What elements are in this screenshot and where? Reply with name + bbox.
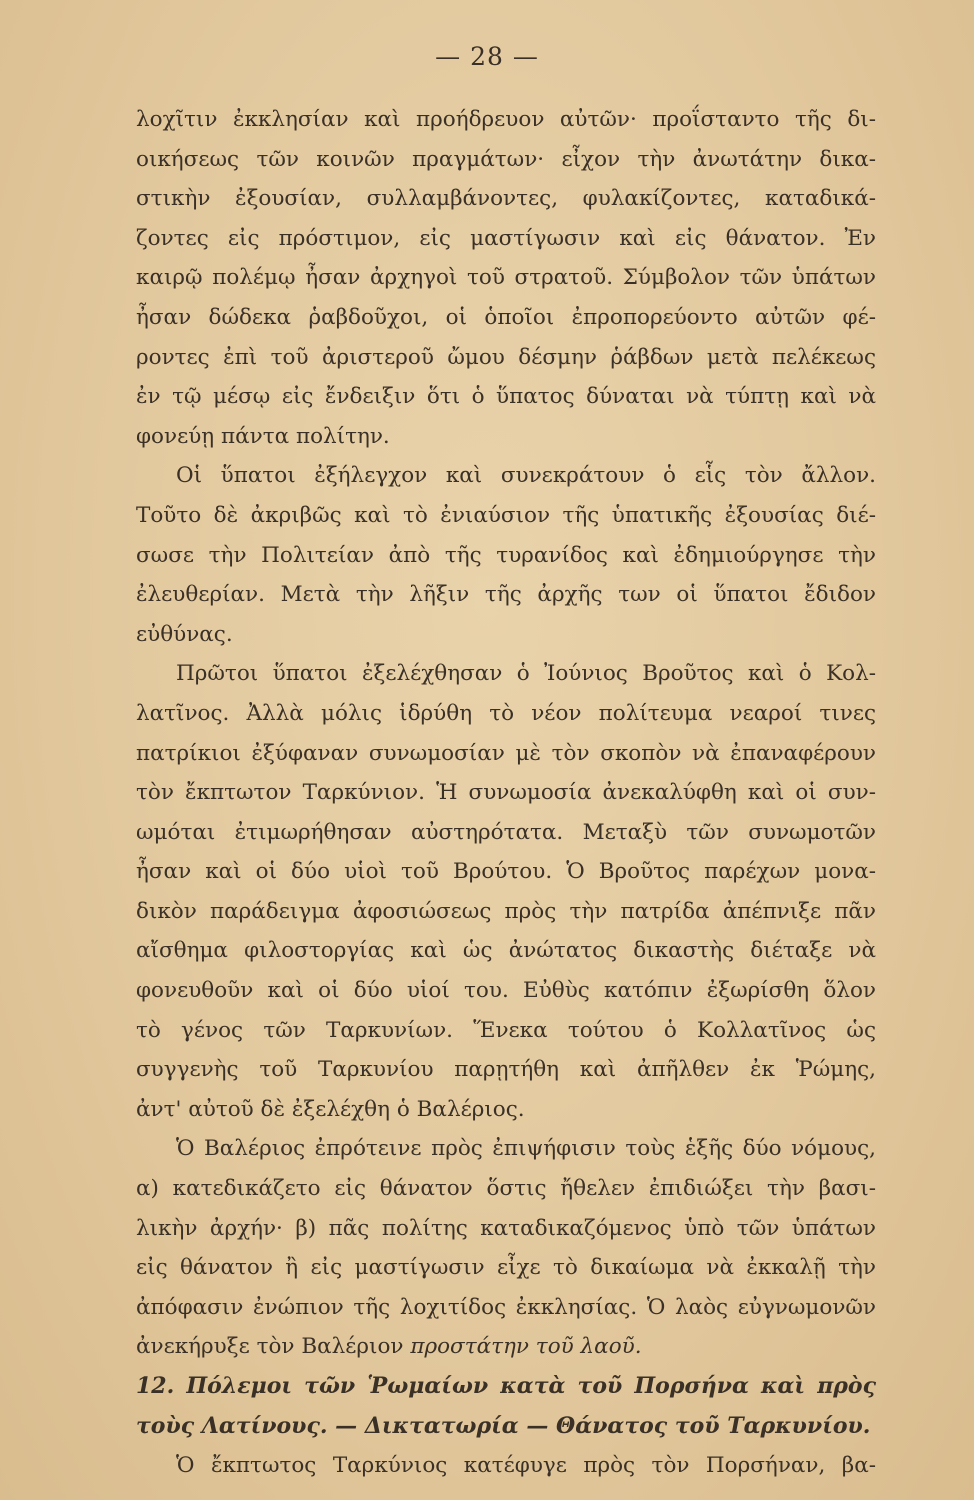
text-line: φονεύῃ πάντα πολίτην.: [136, 423, 390, 449]
text-line: ἐλευθερίαν. Μετὰ τὴν λῆξιν τῆς ἀρχῆς των οἱ ὕπατοι ἔδιδον: [136, 582, 876, 608]
text-line: Ὁ Βαλέριος ἐπρότεινε πρὸς ἐπιψήφισιν τοὺς ἑξῆς δύο νόμους,: [176, 1136, 876, 1162]
text-line: δικὸν παράδειγμα ἀφοσιώσεως πρὸς τὴν πατρίδα ἀπέπνιξε πᾶν: [136, 898, 876, 924]
text-line: α) κατεδικάζετο εἰς θάνατον ὅστις ἤθελεν ἐπιδιώξει τὴν βασι-: [136, 1176, 876, 1202]
section-heading: 12. Πόλεμοι τῶν Ῥωμαίων κατὰ τοῦ Πορσήνα καὶ πρὸς: [136, 1373, 876, 1399]
text-line: ἀπόφασιν ἐνώπιον τῆς λοχιτίδος ἐκκλησίας. Ὁ λαὸς εὐγνωμονῶν: [136, 1294, 876, 1320]
text-line: λικὴν ἀρχήν· β) πᾶς πολίτης καταδικαζόμενος ὑπὸ τῶν ὑπάτων: [136, 1215, 876, 1241]
text-line: τὸν ἔκπτωτον Ταρκύνιον. Ἡ συνωμοσία ἀνεκαλύφθη καὶ οἱ συν-: [136, 780, 876, 806]
text-line: αἴσθημα φιλοστοργίας καὶ ὡς ἀνώτατος δικαστὴς διέταξε νὰ: [136, 938, 876, 964]
text-line: οικήσεως τῶν κοινῶν πραγμάτων· εἶχον τὴν ἀνωτάτην δικα-: [136, 146, 876, 172]
text-line: Οἱ ὕπατοι ἐξήλεγχον καὶ συνεκράτουν ὁ εἷς τὸν ἄλλον.: [176, 463, 876, 489]
section-heading: τοὺς Λατίνους. — Δικτατωρία — Θάνατος τοῦ Ταρκυνίου.: [136, 1412, 871, 1439]
text-line-prefix: ἀνεκήρυξε τὸν Βαλέριον: [136, 1334, 411, 1360]
text-line: σωσε τὴν Πολιτείαν ἀπὸ τῆς τυρανίδος καὶ ἐδημιούργησε τὴν: [136, 542, 876, 568]
text-line: ἐν τῷ μέσῳ εἰς ἔνδειξιν ὅτι ὁ ὕπατος δύναται νὰ τύπτῃ καὶ νὰ: [136, 384, 876, 410]
text-line: Πρῶτοι ὕπατοι ἐξελέχθησαν ὁ Ἰούνιος Βροῦτος καὶ ὁ Κολ-: [176, 661, 876, 687]
text-line: φονευθοῦν καὶ οἱ δύο υἱοί του. Εὐθὺς κατόπιν ἐξωρίσθη ὅλον: [136, 978, 876, 1004]
text-line: λοχῖτιν ἐκκλησίαν καὶ προήδρευον αὐτῶν· προΐσταντο τῆς δι-: [136, 107, 876, 132]
body-text: [136, 100, 876, 1486]
text-line: εἰς θάνατον ἢ εἰς μαστίγωσιν εἶχε τὸ δικαίωμα νὰ ἐκκαλῇ τὴν: [136, 1255, 876, 1281]
text-line: Ὁ ἔκπτωτος Ταρκύνιος κατέφυγε πρὸς τὸν Πορσήναν, βα-: [176, 1453, 876, 1479]
text-line: τὸ γένος τῶν Ταρκυνίων. Ἕνεκα τούτου ὁ Κολλατῖνος ὡς: [136, 1017, 876, 1043]
text-line: ζοντες εἰς πρόστιμον, εἰς μαστίγωσιν καὶ εἰς θάνατον. Ἐν: [136, 225, 876, 251]
text-line: [136, 1327, 876, 1367]
text-line: εὐθύνας.: [136, 621, 233, 647]
text-line: λατῖνος. Ἀλλὰ μόλις ἱδρύθη τὸ νέον πολίτευμα νεαροί τινες: [136, 700, 876, 726]
italic-phrase: προστάτην τοῦ λαοῦ.: [410, 1334, 642, 1360]
text-line: πατρίκιοι ἐξύφαναν συνωμοσίαν μὲ τὸν σκοπὸν νὰ ἐπαναφέρουν: [136, 740, 876, 766]
text-line: ωμόται ἐτιμωρήθησαν αὐστηρότατα. Μεταξὺ τῶν συνωμοτῶν: [136, 819, 876, 845]
text-line: ἦσαν δώδεκα ῥαβδοῦχοι, οἱ ὁποῖοι ἐπροπορεύοντο αὐτῶν φέ-: [136, 304, 876, 330]
text-line: καιρῷ πολέμῳ ἦσαν ἀρχηγοὶ τοῦ στρατοῦ. Σύμβολον τῶν ὑπάτων: [136, 265, 876, 291]
text-line: Τοῦτο δὲ ἀκριβῶς καὶ τὸ ἐνιαύσιον τῆς ὑπατικῆς ἐξουσίας διέ-: [136, 502, 876, 528]
text-line: ροντες ἐπὶ τοῦ ἀριστεροῦ ὤμου δέσμην ῥάβδων μετὰ πελέκεως: [136, 344, 876, 370]
text-line: συγγενὴς τοῦ Ταρκυνίου παρῃτήθη καὶ ἀπῆλθεν ἐκ Ῥώμης,: [136, 1057, 876, 1083]
text-line: στικὴν ἐξουσίαν, συλλαμβάνοντες, φυλακίζοντες, καταδικά-: [136, 186, 876, 212]
text-line: ἀντ' αὐτοῦ δὲ ἐξελέχθη ὁ Βαλέριος.: [136, 1096, 525, 1122]
text-line: ἦσαν καὶ οἱ δύο υἱοὶ τοῦ Βρούτου. Ὁ Βροῦτος παρέχων μονα-: [136, 859, 876, 885]
page-number: — 28 —: [435, 42, 539, 71]
